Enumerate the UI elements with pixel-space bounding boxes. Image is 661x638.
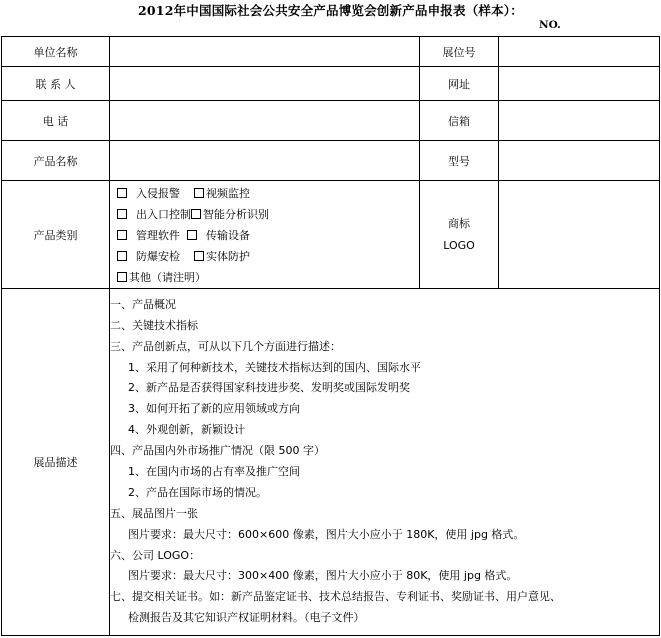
- category-label: 产品类别: [2, 181, 110, 289]
- description-line: 检测报告及其它知识产权证明材料。（电子文件）: [128, 611, 365, 625]
- category-option-access-control[interactable]: 出入口控制: [136, 208, 191, 221]
- trademark-logo-label: [420, 181, 499, 289]
- contact-field[interactable]: [110, 67, 420, 101]
- application-form: [1, 36, 660, 636]
- email-label: 信箱: [420, 101, 499, 141]
- booth-no-label: 展位号: [420, 37, 499, 67]
- website-field[interactable]: [499, 67, 660, 101]
- product-name-label: 产品名称: [2, 141, 110, 181]
- checkbox-icon[interactable]: [187, 230, 197, 240]
- checkbox-icon[interactable]: [117, 230, 127, 240]
- unit-name-label: 单位名称: [2, 37, 110, 67]
- description-line: 3、如何开拓了新的应用领域或方向: [128, 402, 300, 416]
- checkbox-icon[interactable]: [117, 272, 127, 282]
- model-label: 型号: [420, 141, 499, 181]
- category-row: [117, 225, 419, 246]
- description-line: 一、产品概况: [110, 297, 176, 311]
- checkbox-icon[interactable]: [194, 251, 204, 261]
- description-line: 二、关键技术指标: [110, 318, 198, 332]
- checkbox-icon[interactable]: [191, 209, 201, 219]
- category-row: [117, 183, 419, 204]
- category-option-management-software[interactable]: 管理软件: [136, 229, 180, 242]
- booth-no-field[interactable]: [499, 37, 660, 67]
- category-option-intrusion-alarm[interactable]: 入侵报警: [136, 187, 180, 200]
- description-line: 1、采用了何种新技术，关键技术指标达到的国内、国际水平: [128, 360, 421, 374]
- form-title: 2012年中国国际社会公共安全产品博览会创新产品申报表（样本）：: [138, 3, 523, 18]
- description-line: 图片要求：最大尺寸：300×400 像素，图片大小应小于 80K，使用 jpg 格式。: [128, 569, 518, 583]
- checkbox-icon[interactable]: [117, 251, 127, 261]
- description-line: 七、提交相关证书。如：新产品鉴定证书、技术总结报告、专利证书、奖励证书、用户意见、: [110, 590, 561, 604]
- category-option-video-surveillance[interactable]: 视频监控: [206, 187, 250, 200]
- category-option-physical-protection[interactable]: 实体防护: [206, 250, 250, 263]
- description-line: 2、产品在国际市场的情况。: [128, 485, 267, 499]
- category-row: [117, 246, 419, 267]
- phone-label: 电 话: [2, 101, 110, 141]
- description-label: 展品描述: [2, 289, 110, 636]
- description-line: 2、新产品是否获得国家科技进步奖、发明奖或国际发明奖: [128, 381, 410, 395]
- checkbox-icon[interactable]: [117, 209, 127, 219]
- category-option-intelligent-analysis[interactable]: 智能分析识别: [203, 208, 269, 221]
- description-content[interactable]: [110, 289, 660, 636]
- email-field[interactable]: [499, 101, 660, 141]
- category-option-explosion-security[interactable]: 防爆安检: [136, 250, 180, 263]
- description-line: 三、产品创新点，可从以下几个方面进行描述：: [110, 339, 341, 353]
- model-field[interactable]: [499, 141, 660, 181]
- category-row: [117, 204, 419, 225]
- unit-name-field[interactable]: [110, 37, 420, 67]
- description-line: 四、产品国内外市场推广情况（限 500 字）: [110, 444, 325, 458]
- logo-label: LOGO: [443, 238, 475, 252]
- website-label: 网址: [420, 67, 499, 101]
- category-option-transmission[interactable]: 传输设备: [206, 229, 250, 242]
- trademark-logo-field[interactable]: [499, 181, 660, 289]
- contact-label: 联 系 人: [2, 67, 110, 101]
- description-line: 六、公司 LOGO：: [110, 548, 201, 562]
- phone-field[interactable]: [110, 101, 420, 141]
- category-options: [110, 181, 420, 289]
- category-row: [117, 267, 419, 288]
- description-line: 4、外观创新，新颖设计: [128, 423, 245, 437]
- trademark-label: 商标: [448, 216, 470, 230]
- description-line: 1、在国内市场的占有率及推广空间: [128, 465, 300, 478]
- form-number-label: NO.: [539, 19, 561, 31]
- description-line: 五、展品图片一张: [110, 506, 198, 520]
- checkbox-icon[interactable]: [117, 188, 127, 198]
- description-line: 图片要求：最大尺寸：600×600 像素，图片大小应小于 180K，使用 jpg 格式。: [128, 527, 525, 541]
- category-option-other[interactable]: 其他（请注明）: [129, 271, 206, 284]
- product-name-field[interactable]: [110, 141, 420, 181]
- checkbox-icon[interactable]: [194, 188, 204, 198]
